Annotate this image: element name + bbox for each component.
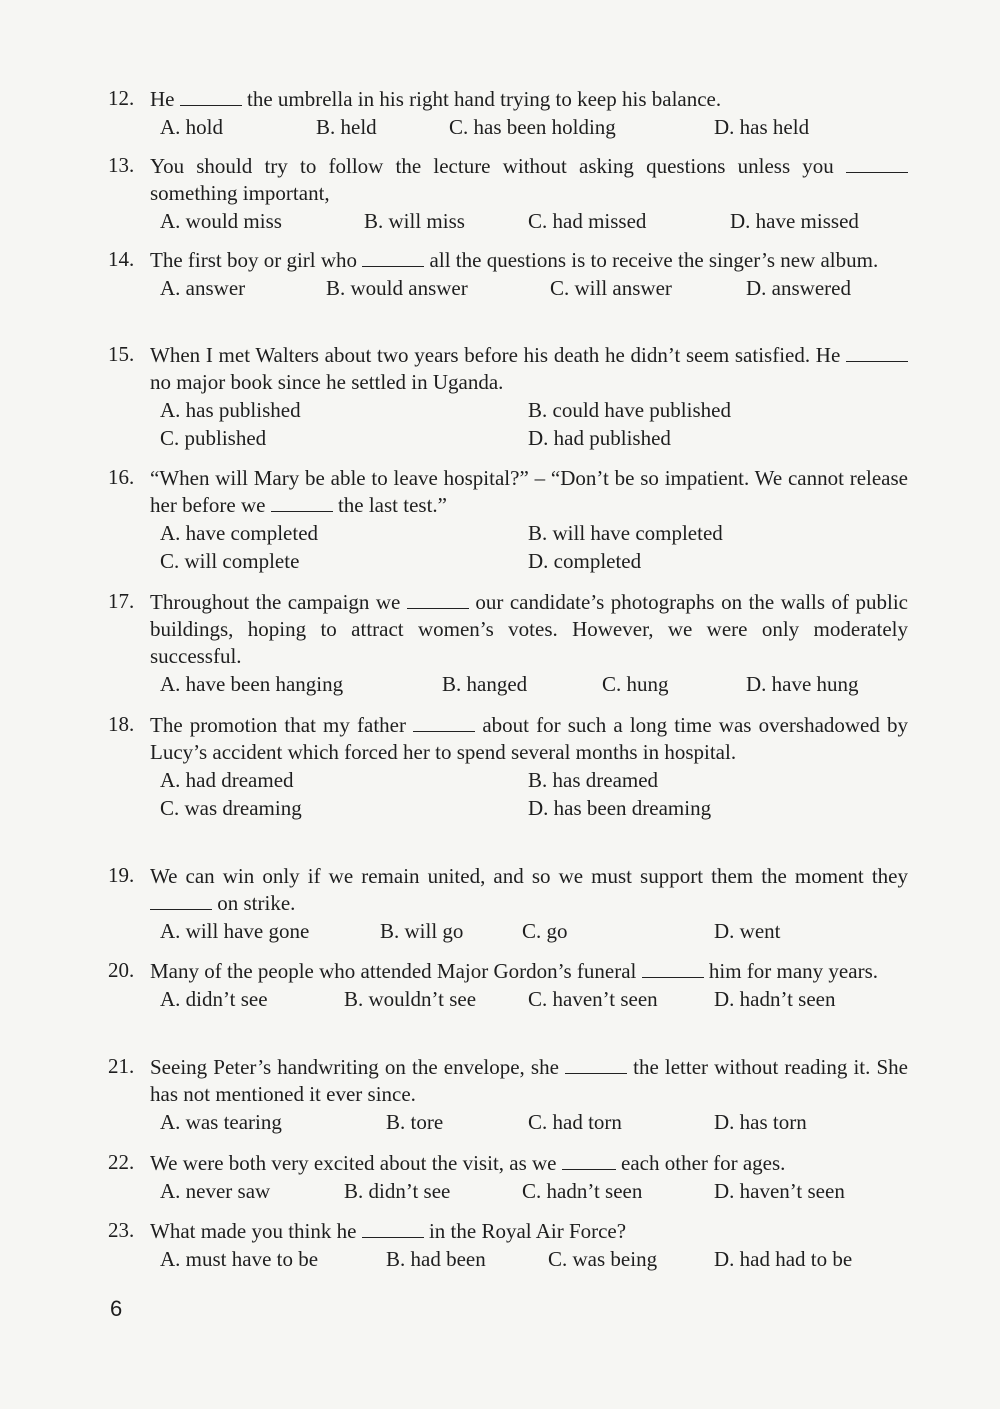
question-stem: Throughout the campaign we our candidate’s photographs on the walls of public buildings, hoping to attract women’s votes. However, we were only moderately successful. [150,590,908,668]
answer-blank [565,1057,627,1074]
question-15 [108,342,908,452]
answer-options [108,207,908,235]
option-c: C. was being [548,1247,658,1271]
option-d: D. had had to be [714,1247,853,1271]
question-stem: When I met Walters about two years before his death he didn’t seem satisfied. He no major book since he settled in Uganda. [150,342,908,396]
answer-blank [642,961,704,978]
question-number: 19. [108,863,135,887]
answer-options [108,917,908,945]
option-a: A. must have to be [160,1247,319,1271]
answer-options [108,1245,908,1273]
option-c: C. hung [602,672,669,696]
question-18 [108,712,908,822]
option-b: B. has dreamed [528,768,659,792]
question-17 [108,589,908,698]
answer-options [108,424,908,452]
option-c: C. will answer [550,276,672,300]
answer-options [108,396,908,424]
answer-blank [362,250,424,267]
option-b: B. could have published [528,398,731,422]
answer-options [108,670,908,698]
question-14 [108,247,908,302]
option-b: B. would answer [326,276,468,300]
answer-blank [846,156,908,173]
option-a: A. didn’t see [160,987,268,1011]
question-number: 12. [108,86,135,110]
option-b: B. wouldn’t see [344,987,477,1011]
option-c: C. had missed [528,209,647,233]
question-number: 21. [108,1054,135,1078]
option-d: D. has torn [714,1110,807,1134]
answer-blank [413,715,475,732]
answer-options [108,547,908,575]
answer-blank [562,1153,616,1170]
option-a: A. hold [160,115,223,139]
option-c: C. go [522,919,568,943]
option-b: B. held [316,115,377,139]
answer-blank [271,495,333,512]
option-a: A. has published [160,398,301,422]
answer-options [108,766,908,794]
option-a: A. had dreamed [160,768,294,792]
option-d: D. have missed [730,209,859,233]
option-b: B. didn’t see [344,1179,451,1203]
question-19 [108,863,908,945]
question-20 [108,958,908,1013]
answer-blank [846,345,908,362]
question-21 [108,1054,908,1136]
question-stem: Many of the people who attended Major Gordon’s funeral him for many years. [150,959,878,983]
answer-options [108,1108,908,1136]
answer-options [108,519,908,547]
option-b: B. tore [386,1110,444,1134]
option-b: B. hanged [442,672,528,696]
option-a: A. answer [160,276,246,300]
option-d: D. haven’t seen [714,1179,845,1203]
option-a: A. never saw [160,1179,271,1203]
answer-options [108,113,908,141]
question-stem: We can win only if we remain united, and so we must support them the moment they on strike. [150,864,908,915]
option-b: B. will go [380,919,464,943]
question-stem: We were both very excited about the visit, as we each other for ages. [150,1151,786,1175]
option-b: B. had been [386,1247,486,1271]
answer-options [108,274,908,302]
question-number: 22. [108,1150,135,1174]
question-number: 23. [108,1218,135,1242]
question-16 [108,465,908,575]
question-12 [108,86,908,141]
option-c: C. had torn [528,1110,622,1134]
page-number: 6 [110,1296,123,1321]
question-stem: “When will Mary be able to leave hospital?” – “Don’t be so impatient. We cannot release her before we the last test.” [150,466,908,517]
question-number: 17. [108,589,135,613]
answer-options [108,1177,908,1205]
option-c: C. hadn’t seen [522,1179,643,1203]
question-stem: What made you think he in the Royal Air Force? [150,1219,627,1243]
option-d: D. has held [714,115,810,139]
option-c: C. haven’t seen [528,987,658,1011]
option-d: D. answered [746,276,851,300]
question-number: 14. [108,247,135,271]
option-c: C. has been holding [449,115,616,139]
question-number: 20. [108,958,135,982]
question-number: 15. [108,342,135,366]
option-b: B. will have completed [528,521,723,545]
option-d: D. had published [528,426,671,450]
answer-options [108,985,908,1013]
question-stem: Seeing Peter’s handwriting on the envelope, she the letter without reading it. She has not mentioned it ever since. [150,1055,908,1106]
answer-blank [362,1221,424,1238]
question-number: 18. [108,712,135,736]
question-stem: He the umbrella in his right hand trying to keep his balance. [150,87,722,111]
option-a: A. have been hanging [160,672,344,696]
option-d: D. hadn’t seen [714,987,836,1011]
option-d: D. completed [528,549,642,573]
option-d: D. have hung [746,672,859,696]
question-number: 16. [108,465,135,489]
question-stem: The promotion that my father about for such a long time was overshadowed by Lucy’s accident which forced her to spend several months in hospital. [150,713,909,764]
option-c: C. will complete [160,549,300,573]
answer-options [108,794,908,822]
option-a: A. was tearing [160,1110,282,1134]
question-13 [108,153,908,235]
option-c: C. published [160,426,267,450]
question-number: 13. [108,153,135,177]
option-d: D. went [714,919,781,943]
question-stem: You should try to follow the lecture without asking questions unless you something important, [150,153,908,207]
option-a: A. will have gone [160,919,310,943]
question-23 [108,1218,908,1273]
question-stem: The first boy or girl who all the questions is to receive the singer’s new album. [150,248,879,272]
option-c: C. was dreaming [160,796,302,820]
option-b: B. will miss [364,209,465,233]
answer-blank [407,592,469,609]
option-a: A. would miss [160,209,282,233]
answer-blank [150,893,212,910]
answer-blank [180,89,242,106]
option-a: A. have completed [160,521,319,545]
option-d: D. has been dreaming [528,796,712,820]
question-22 [108,1150,908,1205]
